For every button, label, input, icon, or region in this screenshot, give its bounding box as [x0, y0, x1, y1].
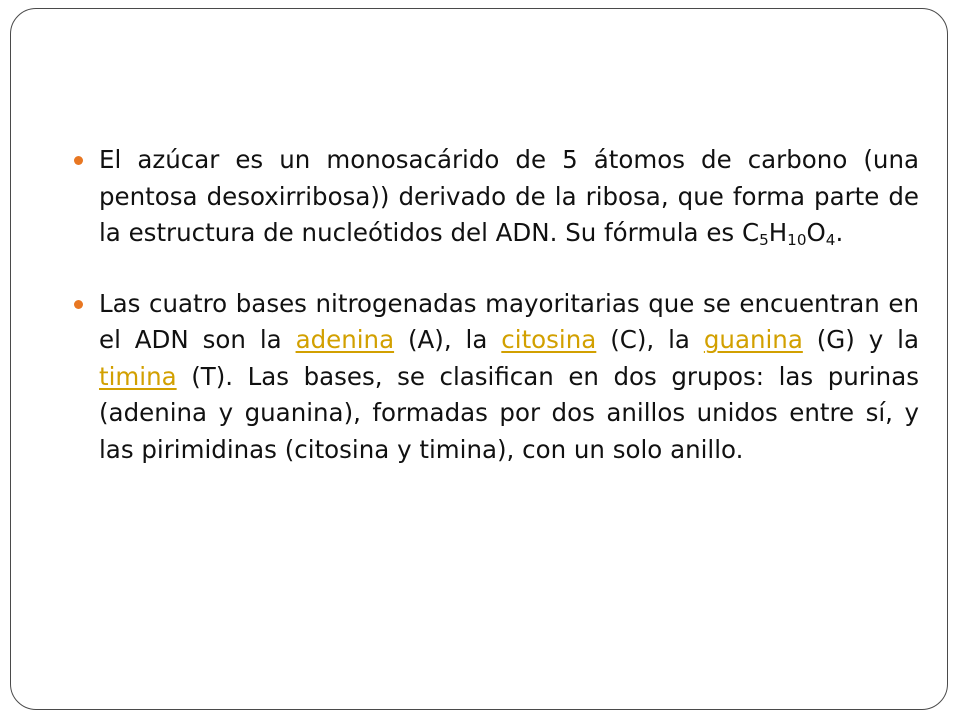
- link-timina[interactable]: timina: [99, 361, 177, 391]
- formula: [742, 218, 843, 247]
- formula-o: O: [806, 218, 826, 247]
- bases-text-2: (A), la: [394, 325, 502, 354]
- formula-c: C: [741, 218, 760, 247]
- formula-o-sub: 4: [825, 230, 836, 249]
- link-adenina[interactable]: adenina: [295, 325, 395, 354]
- link-citosina[interactable]: citosina: [501, 325, 597, 354]
- slide-content: [99, 142, 919, 468]
- bullet-sugar: [99, 142, 919, 252]
- bases-text-5: (T). Las bases, se clasifican en dos grupos: las purinas (adenina y guanina), formadas por dos anillos unidos entre sí, y las pirimidinas (citosina y timina), con un solo anillo.: [99, 361, 919, 464]
- bullet-dot-icon: [74, 156, 83, 165]
- bullet-dot-icon: [74, 300, 83, 309]
- formula-h: H: [768, 218, 788, 247]
- bases-text-4: (G) y la: [802, 325, 919, 354]
- sugar-text: El azúcar es un monosacárido de 5 átomos de carbono (una pentosa desoxirribosa)) derivado de la ribosa, que forma parte de la estructura de nucleótidos del ADN. Su fórmula es: [99, 145, 919, 247]
- bullet-bases: [99, 286, 919, 469]
- formula-h-sub: 10: [787, 230, 807, 249]
- bases-text-3: (C), la: [596, 325, 704, 354]
- slide-frame: [10, 8, 948, 710]
- bases-text-1: Las cuatro bases nitrogenadas mayoritarias que se encuentran en el ADN son la: [99, 288, 919, 354]
- link-guanina[interactable]: guanina: [703, 325, 803, 354]
- formula-end: .: [835, 218, 844, 247]
- formula-c-sub: 5: [759, 230, 769, 249]
